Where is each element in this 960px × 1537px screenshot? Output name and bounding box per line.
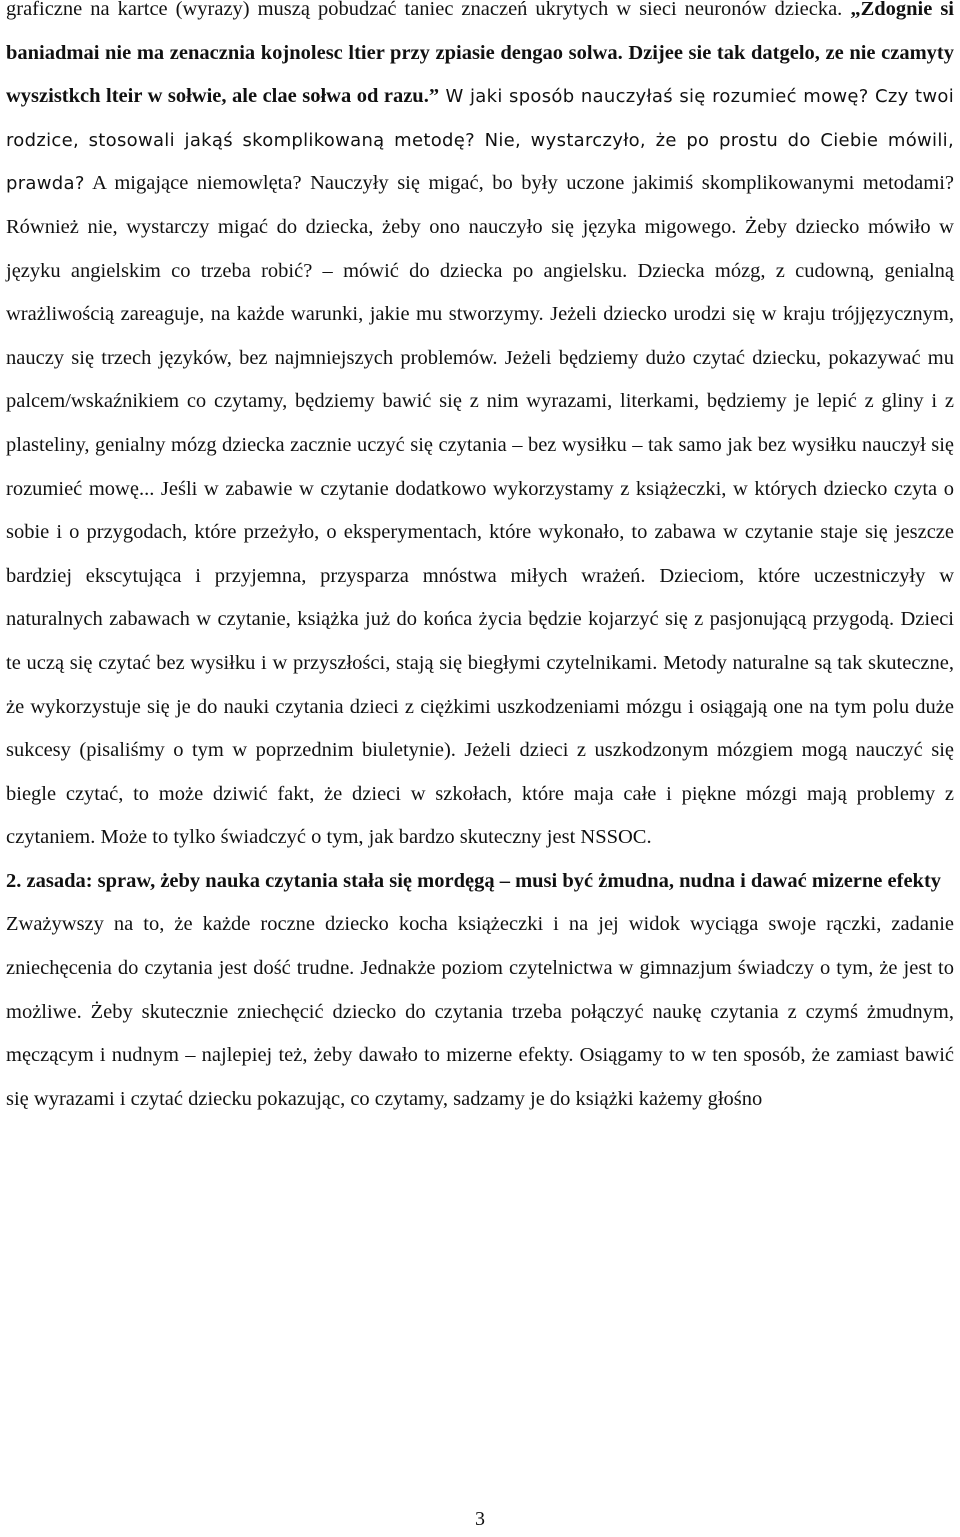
paragraph-1-text-b: A migające niemowlęta? Nauczyły się migać, bo były uczone jakimiś skomplikowanymi metodami? Również nie, wystarczy migać do dziecka, żeby ono nauczyło się języka migowego. Żeby dziecko mówiło w języku angielskim co trzeba robić? – mówić do dziecka po angielsku. Dziecka mózg, z cudowną, genialną wrażliwością zareaguje, na każde warunki, jakie mu stworzymy. Jeżeli dziecko urodzi się w kraju trójjęzycznym, nauczy się trzech języków, bez najmniejszych problemów. Jeżeli będziemy dużo czytać dziecku, pokazywać mu palcem/wskaźnikiem co czytamy, będziemy bawić się z nim wyrazami, literkami, będziemy je lepić z gliny i z plasteliny, genialny mózg dziecka zacznie uczyć się czytania – bez wysiłku – tak samo jak bez wysiłku nauczył się rozumieć mowę... Jeśli w zabawie w czytanie dodatkowo wykorzystamy z książeczki, w których dziecko czyta o sobie i o przygodach, które przeżyło, o eksperymentach, które wykonało, to zabawa w czytanie staje się jeszcze bardziej ekscytująca i przyjemna, przysparza mnóstwa miłych wrażeń. Dzieciom, które uczestniczyły w naturalnych zabawach w czytanie, książka już do końca życia będzie kojarzyć się z pasjonującą przygodą. Dzieci te uczą się czytać bez wysiłku i w przyszłości, stają się biegłymi czytelnikami. Metody naturalne są tak skuteczne, że wykorzystuje się je do nauki czytania dzieci z ciężkimi uszkodzeniami mózgu i osiągają one na tym polu duże sukcesy (pisaliśmy o tym w poprzednim biuletynie). Jeżeli dzieci z uszkodzonym mózgiem mogą nauczyć się biegle czytać, to może dziwić fakt, że dzieci w szkołach, które maja całe i piękne mózgi mają problemy z czytaniem. Może to tylko świadczyć o tym, jak bardzo skuteczny jest NSSOC. [6,172,954,849]
page-number: 3 [475,1508,485,1530]
body-paragraph-2: Zważywszy na to, że każde roczne dziecko kocha książeczki i na jej widok wyciąga swoje rączki, zadanie zniechęcenia do czytania jest dość trudne. Jednakże poziom czytelnictwa w gimnazjum świadczy o tym, że jest to możliwe. Żeby skutecznie zniechęcić dziecko do czytania trzeba połączyć naukę czytania z czymś żmudnym, męczącym i nudnym – najlepiej też, żeby dawało to mizerne efekty. Osiągamy to w ten sposób, że zamiast bawić się wyrazami i czytać dziecku pokazując, co czytamy, sadzamy je do książki każemy głośno [6,913,954,1110]
paragraph-1-question-text: W jaki sposób nauczyłaś się rozumieć mowę? Czy twoi rodzice, stosowali jakąś skomplikowaną metodę? Nie, wystarczyło, że po prostu do Ciebie mówili, prawda? [6,86,954,195]
paragraph-1-text-a: graficzne na kartce (wyrazy) muszą pobudzać taniec znaczeń ukrytych w sieci neuronów dziecka. [6,0,851,20]
body-paragraph-1 [6,0,954,860]
document-page [6,0,954,1537]
scrambled-text-example: „Zdognie si baniadmai nie ma zenacznia kojnolesc ltier przy zpiasie dengao solwa. Dzijee sie tak datgelo, ze nie czamyty wyszistkch lteir w sołwie, ale clae sołwa od razu.” [6,0,954,108]
section-heading: 2. zasada: spraw, żeby nauka czytania stała się mordęgą – musi być żmudna, nudna i dawać mizerne efekty [6,869,942,892]
